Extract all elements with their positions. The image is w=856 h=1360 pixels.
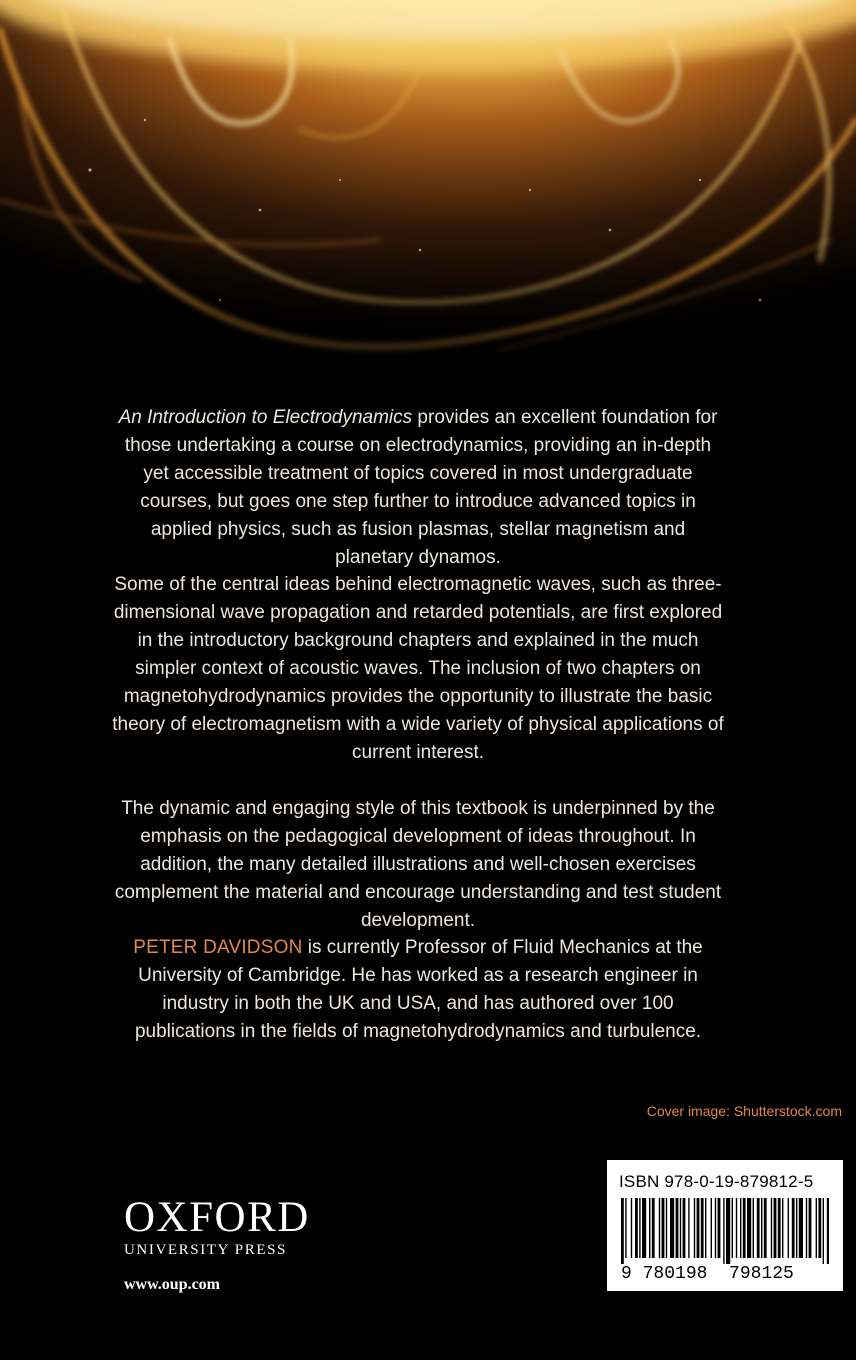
barcode-bar — [827, 1198, 829, 1264]
barcode-bar — [782, 1198, 783, 1258]
barcode-bar — [621, 1198, 624, 1264]
barcode-bar — [740, 1198, 741, 1258]
barcode-bar — [683, 1198, 686, 1258]
publisher-name: OXFORD — [124, 1194, 310, 1241]
barcode-bar — [718, 1198, 721, 1258]
description-paragraph-1-text: provides an excellent foundation for those undertaking a course on electrodynamics, providing an in-depth yet accessible treatment of topics covered in most undergraduate courses, but goes one step further to introduce advanced topics in applied physics, such as fusion plasmas, stellar magnetism and planetary dynamos. — [124, 407, 718, 568]
barcode-bar — [659, 1198, 660, 1258]
barcode-bar — [635, 1198, 638, 1258]
barcode-bar — [753, 1198, 754, 1258]
publisher-logo — [124, 1196, 310, 1259]
barcode-bar — [705, 1198, 706, 1258]
barcode-bar — [788, 1198, 789, 1258]
description-paragraph-1 — [110, 404, 726, 572]
barcode-bar — [764, 1198, 767, 1258]
barcode-bar — [697, 1198, 700, 1258]
barcode-bar — [809, 1198, 812, 1258]
barcode-bar — [823, 1198, 824, 1264]
author-bio-text: is currently Professor of Fluid Mechanics at the University of Cambridge. He has worked as a research engineer in industry in both the UK and USA, and has authored over 100 publications in the fields of magnetohydrodynamics and turbulence. — [134, 937, 703, 1042]
author-name: PETER DAVIDSON — [133, 937, 303, 958]
barcode-bar — [736, 1198, 737, 1258]
barcode-bar — [774, 1198, 777, 1258]
author-bio — [110, 934, 726, 1046]
barcode-bar — [796, 1198, 797, 1258]
barcode-bar — [799, 1198, 803, 1258]
barcode-digits-right: 798125 — [729, 1264, 794, 1284]
isbn-label: ISBN 978-0-19-879812-5 — [619, 1172, 814, 1191]
barcode-bar — [662, 1198, 665, 1258]
barcode-bar — [743, 1198, 746, 1258]
barcode-digits-left: 780198 — [642, 1264, 708, 1284]
barcode-bar — [711, 1198, 712, 1258]
publisher-url: www.oup.com — [124, 1276, 221, 1293]
barcode-bar — [639, 1198, 640, 1258]
barcode-bar — [747, 1198, 751, 1258]
barcode-bar — [666, 1198, 667, 1258]
description-paragraph-2: Some of the central ideas behind electromagnetic waves, such as three-dimensional wave propagation and retarded potentials, are first explored in the introductory background chapters and explained in the much simpler context of acoustic waves. The inclusion of two chapters on magnetohydrodynamics provides the opportunity to illustrate the basic theory of electromagnetism with a wide variety of physical applications of current interest. — [112, 574, 724, 763]
barcode-bar — [778, 1198, 781, 1258]
barcode-bar — [688, 1198, 689, 1258]
isbn-barcode — [607, 1160, 843, 1291]
barcode-bar — [771, 1198, 772, 1258]
barcode-bar — [715, 1198, 716, 1258]
barcode-bar — [625, 1198, 626, 1258]
description-paragraph-3: The dynamic and engaging style of this textbook is underpinned by the emphasis on the pedagogical development of ideas throughout. In addition, the many detailed illustrations and well-chosen exercises complement the material and encourage understanding and test student development. — [114, 798, 722, 931]
barcode-digit-lead: 9 — [621, 1264, 632, 1284]
barcode-bar — [642, 1198, 646, 1258]
barcode-bar — [701, 1198, 704, 1258]
barcode-bar — [652, 1198, 655, 1258]
barcode-bar — [649, 1198, 650, 1258]
barcode-digits — [621, 1264, 794, 1284]
barcode-bar — [676, 1198, 679, 1258]
publisher-division: UNIVERSITY PRESS — [124, 1242, 287, 1258]
cover-image-credit: Cover image: Shutterstock.com — [646, 1103, 842, 1119]
barcode-bar — [732, 1198, 733, 1258]
barcode-bars — [621, 1198, 829, 1264]
barcode-bar — [757, 1198, 760, 1258]
cover-image-solar-flare — [0, 0, 856, 420]
book-title-italic: An Introduction to Electrodynamics — [118, 407, 413, 428]
barcode-bar — [670, 1198, 674, 1258]
barcode-bar — [723, 1198, 724, 1264]
barcode-bar — [816, 1198, 817, 1258]
barcode-bar — [761, 1198, 762, 1258]
barcode-bar — [680, 1198, 681, 1258]
barcode-bar — [792, 1198, 795, 1258]
barcode-bar — [694, 1198, 695, 1258]
barcode-bar — [726, 1198, 730, 1264]
barcode-bar — [818, 1198, 821, 1258]
barcode-bar — [806, 1198, 807, 1258]
barcode-bar — [631, 1198, 632, 1258]
